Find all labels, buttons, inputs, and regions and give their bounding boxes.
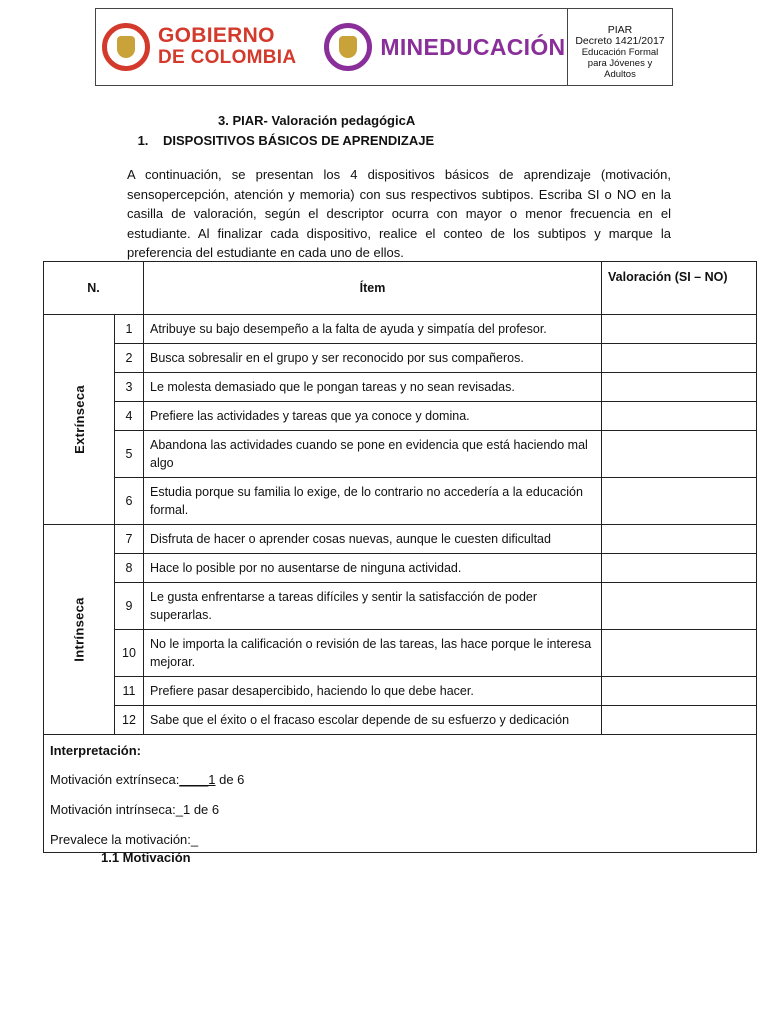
valoracion-cell[interactable] <box>602 677 757 706</box>
logos-area <box>96 9 567 85</box>
document-header <box>95 8 673 86</box>
subsection-title: 1. DISPOSITIVOS BÁSICOS DE APRENDIZAJE <box>137 133 435 148</box>
table-row: 3 Le molesta demasiado que le pongan tareas y no sean revisadas. <box>44 373 757 402</box>
table-row: 10 No le importa la calificación o revisión de las tareas, las hace porque le interesa mejorar. <box>44 630 757 677</box>
interpretation-cell <box>44 735 757 853</box>
extrinsic-result: Motivación extrínseca:____1 de 6 <box>50 772 245 787</box>
valoracion-cell[interactable] <box>602 478 757 525</box>
valoracion-cell[interactable] <box>602 554 757 583</box>
interpretation-title: Interpretación: <box>50 743 142 758</box>
mineducacion-logo-text: MINEDUCACIÓN <box>380 33 566 60</box>
table-row: 8 Hace lo posible por no ausentarse de ninguna actividad. <box>44 554 757 583</box>
prevails-value-field[interactable]: _ <box>190 832 199 847</box>
table-row: 6 Estudia porque su familia lo exige, de lo contrario no accedería a la educación formal. <box>44 478 757 525</box>
table-header-row <box>44 262 757 315</box>
intrinsic-value-field[interactable]: _1 <box>175 802 191 817</box>
decree-label: Decreto 1421/2017 <box>575 35 665 47</box>
mineducacion-seal-icon <box>324 23 372 71</box>
valoracion-cell[interactable] <box>602 583 757 630</box>
table-row: Extrínseca 1 Atribuye su bajo desempeño a la falta de ayuda y simpatía del profesor. <box>44 315 757 344</box>
header-item: Ítem <box>144 262 602 315</box>
table-row: 9 Le gusta enfrentarse a tareas difíciles y sentir la satisfacción de poder superarlas. <box>44 583 757 630</box>
header-valoracion: Valoración (SI – NO) <box>602 262 757 315</box>
intro-paragraph: A continuación, se presentan los 4 dispositivos básicos de aprendizaje (motivación, sensopercepción, atención y memoria) con sus respectivos subtipos. Escriba SI o NO en la casilla de valoración, según el descriptor ocurra con mayor o menor frecuencia en el estudiante. Al finalizar cada dispositivo, realice el conteo de los subtipos y marque la preferencia del estudiante en cada uno de ellos. <box>127 167 671 260</box>
header-n: N. <box>44 262 144 315</box>
intrinsic-result: Motivación intrínseca:_1 de 6 <box>50 802 220 817</box>
valoracion-cell[interactable] <box>602 402 757 431</box>
table-row: 12 Sabe que el éxito o el fracaso escolar depende de su esfuerzo y dedicación <box>44 706 757 735</box>
table-row: 5 Abandona las actividades cuando se pone en evidencia que está haciendo mal algo <box>44 431 757 478</box>
valoracion-cell[interactable] <box>602 373 757 402</box>
table-row: 2 Busca sobresalir en el grupo y ser reconocido por sus compañeros. <box>44 344 757 373</box>
table-row: Intrínseca 7 Disfruta de hacer o aprender cosas nuevas, aunque le cuesten dificultad <box>44 525 757 554</box>
category-intrinseca: Intrínseca <box>44 525 115 735</box>
piar-label: PIAR <box>607 24 633 36</box>
valoracion-cell[interactable] <box>602 706 757 735</box>
colombia-seal-icon <box>102 23 150 71</box>
valoracion-cell[interactable] <box>602 525 757 554</box>
motivation-table <box>43 261 757 853</box>
valoracion-cell[interactable] <box>602 315 757 344</box>
gobierno-logo-text: GOBIERNO DE COLOMBIA <box>158 24 297 68</box>
prevails-result: Prevalece la motivación:_ <box>50 832 199 847</box>
table-row: 4 Prefiere las actividades y tareas que ya conoce y domina. <box>44 402 757 431</box>
section-title: 3. PIAR- Valoración pedagógicA <box>218 113 416 128</box>
valoracion-cell[interactable] <box>602 344 757 373</box>
interpretation-row <box>44 735 757 853</box>
table-row: 11 Prefiere pasar desapercibido, haciendo lo que debe hacer. <box>44 677 757 706</box>
next-section-title: 1.1 Motivación <box>101 850 191 865</box>
piar-info-box: PIAR Decreto 1421/2017 Educación Formal para Jóvenes y Adultos <box>567 9 672 85</box>
valoracion-cell[interactable] <box>602 630 757 677</box>
extrinsic-value-field[interactable]: ____1 <box>179 772 216 787</box>
category-extrinseca: Extrínseca <box>44 315 115 525</box>
valoracion-cell[interactable] <box>602 431 757 478</box>
